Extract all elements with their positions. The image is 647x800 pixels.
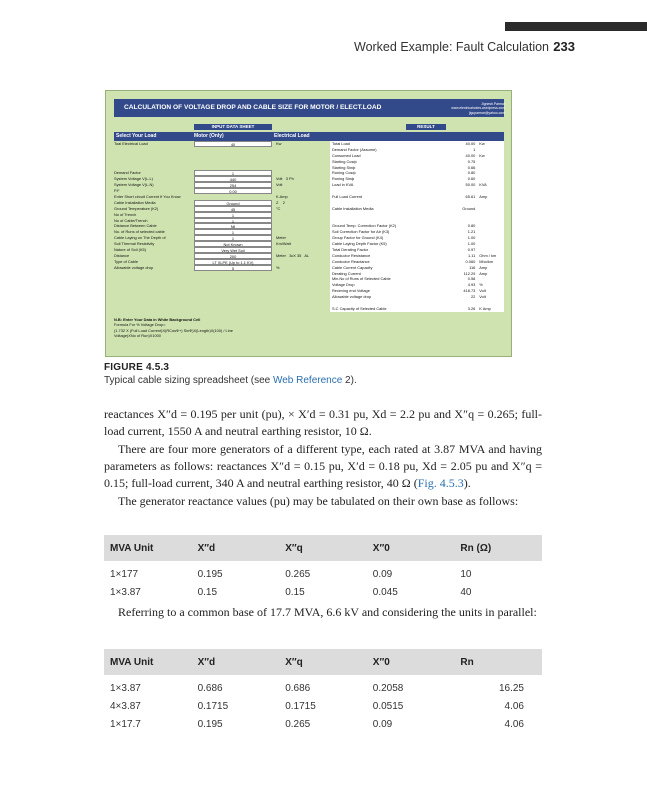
input-cell[interactable]: 5	[194, 265, 272, 271]
input-cell[interactable]: Not Known	[194, 241, 272, 247]
caption-text: Typical cable sizing spreadsheet (see	[104, 375, 273, 386]
note-line: Voltage)XNo of Run)X1000	[114, 333, 161, 339]
table-cell: 1×177	[110, 568, 139, 580]
column-header: X″q	[279, 535, 367, 561]
table-cell: 0.265	[285, 718, 311, 730]
result-unit: KVA	[479, 182, 487, 188]
table-cell: 0.1715	[197, 700, 229, 712]
result-row	[330, 306, 504, 312]
table-row	[104, 715, 542, 733]
paragraph-text	[104, 441, 542, 492]
result-label: Total Derating Factor	[332, 247, 369, 253]
result-unit: Mho/km	[479, 258, 494, 264]
input-cell[interactable]: 0.00	[194, 188, 272, 194]
figure-caption	[104, 375, 357, 386]
result-value: 1.00	[467, 241, 476, 247]
result-label: Starting Sinф	[332, 164, 356, 170]
result-table	[330, 141, 504, 312]
input-unit: Km/Watt	[276, 241, 291, 247]
result-label: Consumed Load	[332, 152, 361, 158]
result-value: 0.75	[467, 158, 476, 164]
result-value: 1.00	[467, 235, 476, 241]
spreadsheet-figure	[105, 90, 512, 357]
column-header: Rn (Ω)	[454, 535, 542, 561]
table-cell: 4.06	[504, 718, 524, 730]
result-value: 22	[470, 294, 476, 300]
input-cell[interactable]: 45	[194, 206, 272, 212]
input-label: System Voltage V(L-N)	[114, 182, 154, 188]
input-labels	[114, 141, 181, 271]
input-label: System Voltage V(L-L)	[114, 176, 153, 182]
note-line: Formula For % Voltage Drop=	[114, 322, 166, 328]
input-label: No of Trench	[114, 211, 137, 217]
input-label: Distance Between Cable	[114, 223, 157, 229]
input-unit: Meter	[276, 235, 286, 241]
column-header: Rn	[454, 649, 542, 675]
table-cell: 0.265	[285, 568, 311, 580]
result-label: Full Load Current	[332, 194, 363, 200]
result-label: Demand Factor (Assume)	[332, 146, 377, 152]
result-label: Cable Current Capacity	[332, 264, 373, 270]
logo-line: Jignesh.Parmar	[481, 102, 505, 106]
result-unit: %	[479, 282, 483, 288]
result-value: 0.80	[467, 170, 476, 176]
logo-line: jiguparmar@yahoo.com	[468, 110, 505, 115]
table-cell: 0.686	[197, 682, 223, 694]
result-value: 4.93	[467, 282, 476, 288]
input-label: Ground Temperature (K2)	[114, 205, 159, 211]
input-cell[interactable]: 1	[194, 170, 272, 176]
paragraph-text: The generator reactance values (pu) may be tabulated on their own base as follows:	[118, 494, 519, 508]
input-unit: Kw	[276, 141, 282, 146]
result-unit: Amp	[479, 194, 488, 200]
result-value: 0.97	[467, 247, 476, 253]
result-value: 3.26	[467, 305, 476, 311]
column-header: X″0	[367, 535, 455, 561]
spreadsheet-title: CALCULATION OF VOLTAGE DROP AND CABLE SIZE FOR MOTOR / ELECT.LOAD	[114, 99, 504, 117]
input-label: No. of Runs of selected cable	[114, 229, 165, 235]
header-bar	[505, 22, 647, 31]
table-cell: 0.045	[372, 586, 398, 598]
result-label: Min.No of Runs of Selected Cable	[332, 276, 391, 282]
generator-reactance-table	[104, 535, 542, 601]
paragraph-text: reactances X″d = 0.195 per unit (pu), × X′d = 0.31 pu, Xd = 2.2 pu and X″q = 0.265; full-load current, 1550 A and neutral earthing resistor, 10 Ω.	[104, 407, 542, 438]
input-label: Allowable voltage drop	[114, 264, 154, 270]
paragraph-4	[104, 604, 542, 621]
table-cell: 1×3.87	[110, 682, 141, 694]
column-header: MVA Unit	[104, 649, 192, 675]
input-unit: K.Amp	[276, 194, 288, 200]
input-label: Cable Laying on The Depth of	[114, 235, 166, 241]
table-cell: 4×3.87	[110, 700, 141, 712]
note-line: (1.732 X (Full Load Current)X(RCosФ+) SinФ)X(Length)X(100) / Line	[114, 327, 233, 333]
table-cell: 1×3.87	[110, 586, 141, 598]
input-label: No of Cable/Trench	[114, 217, 148, 223]
figure-label: FIGURE 4.5.3	[104, 362, 170, 373]
table-cell: 0.09	[372, 568, 393, 580]
paragraph-span: ).	[463, 476, 471, 490]
result-value: 1.11	[467, 252, 476, 258]
input-label: P.F	[114, 188, 120, 194]
table-row	[104, 697, 542, 715]
input-unit: Volt	[276, 182, 283, 188]
input-cell[interactable]: 1	[194, 212, 272, 218]
input-unit: Z 2	[276, 199, 285, 205]
result-unit: Volt	[479, 294, 486, 300]
table-cell: 16.25	[498, 682, 524, 694]
result-label: Starting Cosф	[332, 158, 357, 164]
result-value: 116	[469, 264, 476, 270]
input-label: Toal Electrical Load	[114, 141, 148, 146]
table-header-row	[104, 535, 542, 561]
input-label: Enter Short circuit Current If You Know	[114, 194, 181, 200]
select-load-header: Select Your Load	[116, 133, 157, 139]
table-cell: 4.06	[504, 700, 524, 712]
result-value: 40.00	[465, 152, 476, 158]
table-cell: 0.09	[372, 718, 393, 730]
common-base-table	[104, 649, 542, 733]
input-cell[interactable]: Ground	[194, 200, 272, 206]
result-value: 0.58	[467, 276, 476, 282]
result-value: 0.80	[467, 223, 476, 229]
result-value: Ground	[462, 205, 476, 211]
table-cell: 0.195	[197, 718, 223, 730]
table-cell: 1×17.7	[110, 718, 141, 730]
result-label: Cable Installation Media	[332, 205, 374, 211]
input-units	[276, 141, 309, 271]
result-label: Allowable voltage drop	[332, 294, 372, 300]
input-label: Soil Thermal Resistivity	[114, 241, 155, 247]
result-unit: Volt	[479, 288, 486, 294]
result-value: 65.61	[465, 194, 476, 200]
electrical-load-option: Electrical Load	[274, 133, 310, 139]
result-value: 1	[473, 146, 476, 152]
result-label: Group Factor for Ground (K4)	[332, 235, 384, 241]
column-header: X″0	[367, 649, 455, 675]
result-unit: K Amp	[479, 305, 491, 311]
input-cell[interactable]: Very Wet Soil	[194, 247, 272, 253]
result-label: Receving end Voltage	[332, 288, 370, 294]
table-row	[104, 561, 542, 583]
caption-text: 2).	[342, 375, 357, 386]
result-label: Soil Correction Factor for Air (K3)	[332, 229, 390, 235]
page-number: 233	[553, 39, 575, 54]
input-cells	[194, 141, 272, 271]
table-cell: 40	[460, 586, 472, 598]
table-cell: 0.2058	[372, 682, 404, 694]
result-value: 1.21	[467, 229, 476, 235]
input-cell[interactable]: 1	[194, 218, 272, 224]
input-cell[interactable]: LT XLPE (Up to 1.1 KV)	[194, 259, 272, 265]
result-value: 50.00	[465, 182, 476, 188]
input-cell[interactable]: 200	[194, 253, 272, 259]
input-unit: Volt 3 Ph	[276, 176, 294, 182]
table-cell: 0.195	[197, 568, 223, 580]
input-cell[interactable]: Nil	[194, 223, 272, 229]
result-label: Total Load	[332, 141, 350, 146]
result-unit: Kw	[479, 152, 485, 158]
result-value: 40.00	[465, 141, 476, 146]
input-cell[interactable]: 1	[194, 235, 272, 241]
input-label: Type of Cable	[114, 258, 139, 264]
result-unit: Amp	[479, 264, 488, 270]
column-header: X″d	[192, 535, 280, 561]
paragraph-span: There are four more generators of a different type, each rated at 3.87 MVA and having parameters as follows: reactances X″d = 0.15 pu, X′d = 0.18 pu, Xd = 2.05 pu and X″q = 0.15; full-load current, 340 A and neutral earthing resistor, 40 Ω (	[104, 442, 542, 490]
table-row	[104, 675, 542, 697]
result-unit: Ohm / km	[479, 252, 497, 258]
note-line: N.B: Enter Your Data in White Background Cell	[114, 317, 201, 322]
table-cell: 10	[460, 568, 472, 580]
result-value: 0.060	[465, 258, 476, 264]
result-label: Cable Laying Depth Factor (K5)	[332, 241, 387, 247]
table-cell: 0.1715	[285, 700, 316, 712]
result-label: Conductor Reactance	[332, 258, 370, 264]
input-label: Demand Factor	[114, 170, 141, 176]
input-cell[interactable]: 1	[194, 229, 272, 235]
result-unit: Amp	[479, 270, 488, 276]
paragraph-2	[104, 441, 542, 492]
paragraph-text: Referring to a common base of 17.7 MVA, 6.6 kV and considering the units in parallel:	[118, 605, 537, 619]
figure-link[interactable]: Fig. 4.5.3	[417, 476, 464, 490]
input-data-bar: INPUT DATA SHEET	[194, 124, 272, 130]
result-label: Voltage Drop	[332, 282, 355, 288]
input-label: Distance	[114, 252, 130, 258]
result-value: 0.66	[467, 164, 476, 170]
result-label: Conductor Resistance	[332, 252, 371, 258]
result-label: Load in KVA	[332, 182, 354, 188]
input-cell[interactable]: 40	[194, 141, 272, 147]
result-label: Ground Temp. Correction Factor (K2)	[332, 223, 397, 229]
paragraph-1	[104, 406, 542, 440]
running-head: Worked Example: Fault Calculation	[354, 40, 549, 54]
column-header: X″q	[279, 649, 367, 675]
input-unit: °C	[276, 205, 281, 211]
paragraph-3	[104, 493, 542, 510]
result-label: Derating Current	[332, 270, 361, 276]
spreadsheet-note	[114, 317, 233, 339]
table-cell: 0.15	[197, 586, 218, 598]
table-cell: 0.686	[285, 682, 311, 694]
input-cell[interactable]: 254	[194, 182, 272, 188]
input-unit: Meter 3cX 35 AL	[276, 252, 310, 258]
column-header: MVA Unit	[104, 535, 192, 561]
result-value: 112.29	[463, 270, 476, 276]
input-label: Nature of Soil (K5)	[114, 247, 147, 253]
input-label: Cable Installation Media	[114, 199, 156, 205]
motor-option: Motor (Only)	[194, 133, 224, 139]
result-value: 0.60	[467, 176, 476, 182]
table-header-row	[104, 649, 542, 675]
column-header: X″d	[192, 649, 280, 675]
input-unit: %	[276, 264, 280, 270]
input-cell[interactable]: 440	[194, 176, 272, 182]
result-label: Runing Sinф	[332, 176, 355, 182]
table-cell: 0.0515	[372, 700, 404, 712]
logo-line: www.electricalnotes.wordpress.com	[451, 106, 505, 111]
spreadsheet-logo	[441, 102, 505, 115]
result-label: S.C Capacity of Selected Cable	[332, 305, 387, 311]
result-unit: Kw	[479, 141, 485, 146]
result-label: Runing Cosф	[332, 170, 356, 176]
table-row	[104, 583, 542, 601]
result-bar: RESULT	[406, 124, 446, 130]
table-cell: 0.15	[285, 586, 305, 598]
result-value: 418.73	[463, 288, 476, 294]
web-reference-link[interactable]: Web Reference	[272, 375, 343, 386]
